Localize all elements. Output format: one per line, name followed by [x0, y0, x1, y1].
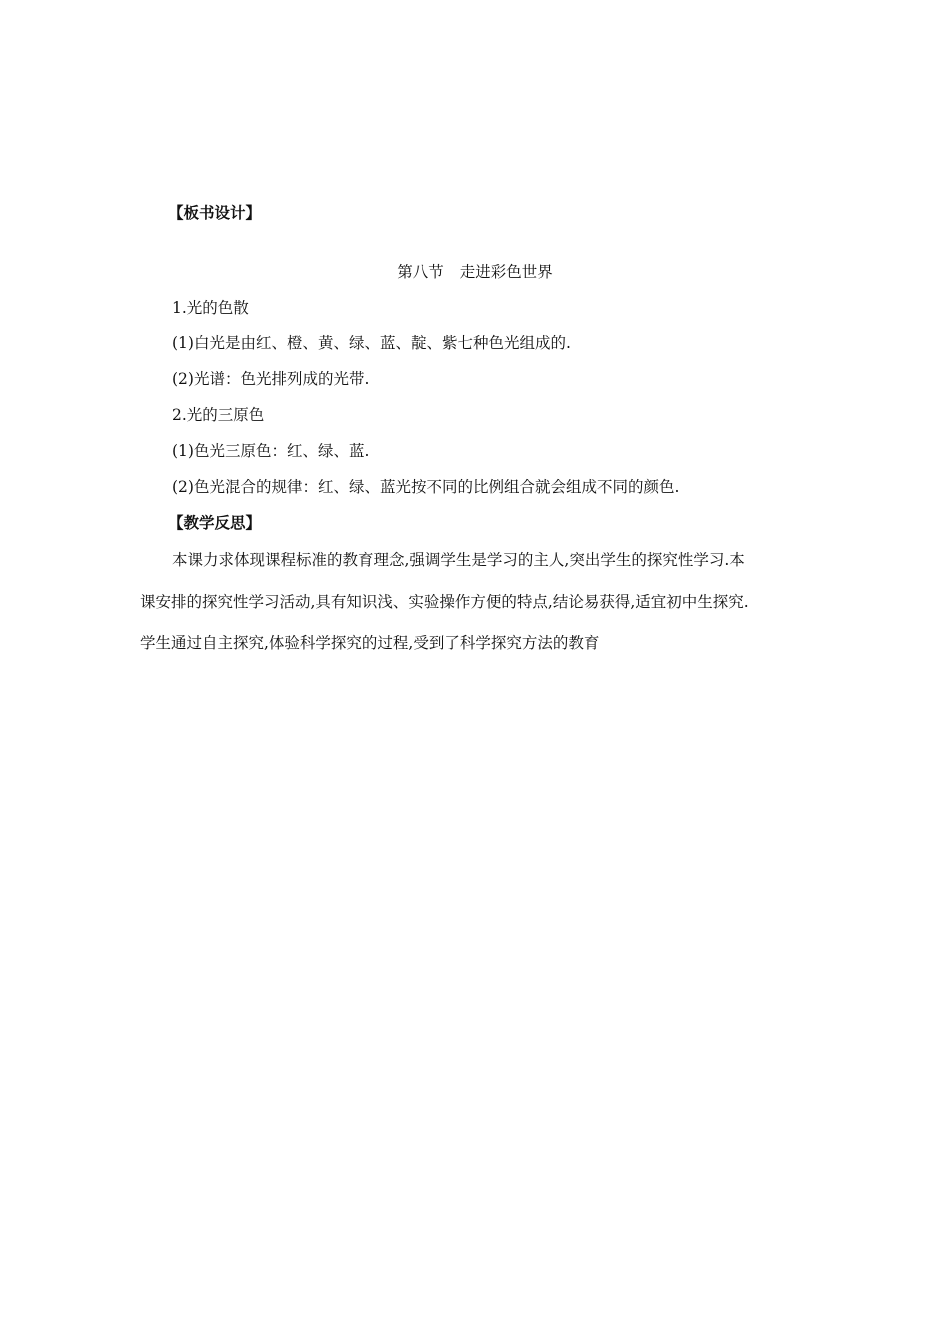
- lesson-title: [0, 262, 950, 282]
- section2-heading: 2.光的三原色: [172, 406, 265, 424]
- board-design-label: 【板书设计】: [168, 203, 262, 222]
- section1-item-2: (2)光谱：色光排列成的光带.: [172, 370, 370, 388]
- reflection-line-1: 本课力求体现课程标准的教育理念,强调学生是学习的主人,突出学生的探究性学习.本: [172, 551, 745, 569]
- lesson-section-name: 走进彩色世界: [459, 263, 553, 281]
- section1-heading: 1.光的色散: [172, 299, 249, 317]
- section2-item-1: (1)色光三原色：红、绿、蓝.: [172, 442, 370, 460]
- section1-item-1: (1)白光是由红、橙、黄、绿、蓝、靛、紫七种色光组成的.: [172, 334, 571, 352]
- reflection-label: 【教学反思】: [168, 513, 262, 532]
- section2-item-2: (2)色光混合的规律：红、绿、蓝光按不同的比例组合就会组成不同的颜色.: [172, 478, 680, 496]
- reflection-line-3: 学生通过自主探究,体验科学探究的过程,受到了科学探究方法的教育: [140, 634, 600, 652]
- reflection-line-2: 课安排的探究性学习活动,具有知识浅、实验操作方便的特点,结论易获得,适宜初中生探究.: [140, 593, 749, 611]
- lesson-section-number: 第八节: [397, 263, 444, 281]
